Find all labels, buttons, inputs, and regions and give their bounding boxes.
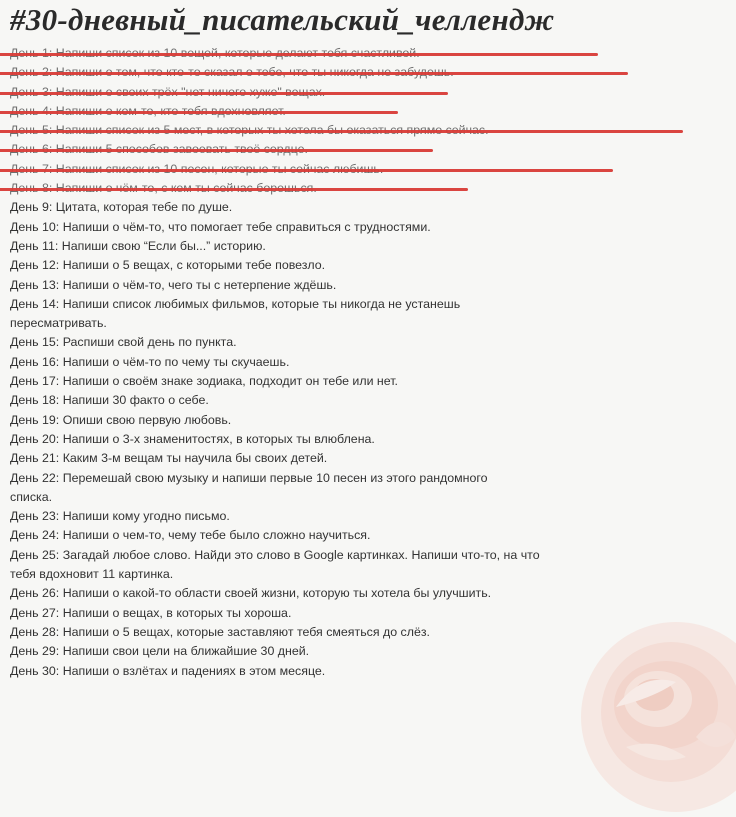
- list-item: День 19: Опиши свою первую любовь.: [10, 412, 232, 427]
- list-item: День 12: Напиши о 5 вещах, с которыми тебе повезло.: [10, 258, 326, 273]
- list-item: День 16: Напиши о чём-то по чему ты скучаешь.: [10, 354, 290, 369]
- strikethrough-mark: [0, 111, 398, 114]
- list-item: День 14: Напиши список любимых фильмов, которые ты никогда не устанешь пересматривать.: [10, 296, 461, 331]
- strikethrough-mark: [0, 188, 468, 191]
- list-item: [10, 83, 730, 102]
- list-item: День 23: Напиши кому угодно письмо.: [10, 509, 230, 524]
- list-item: День 13: Напиши о чём-то, чего ты с нетерпение ждёшь.: [10, 277, 337, 292]
- list-item: День 10: Напиши о чём-то, что помогает тебе справиться с трудностями.: [10, 219, 431, 234]
- list-item: День 21: Каким 3-м вещам ты научила бы своих детей.: [10, 451, 328, 466]
- list-item: День 22: Перемешай свою музыку и напиши первые 10 песен из этого рандомного списка.: [10, 470, 488, 504]
- list-item: [10, 140, 730, 159]
- challenge-list: [10, 44, 730, 681]
- strikethrough-mark: [0, 72, 628, 75]
- strikethrough-mark: [0, 53, 598, 56]
- list-item: День 26: Напиши о какой-то области своей жизни, которую ты хотела бы улучшить.: [10, 586, 492, 601]
- list-item: День 15: Распиши свой день по пункта.: [10, 335, 237, 350]
- strikethrough-mark: [0, 92, 448, 95]
- list-item: [10, 63, 730, 82]
- list-item: День 27: Напиши о вещах, в которых ты хороша.: [10, 605, 292, 620]
- list-item: [10, 179, 730, 198]
- list-item: День 20: Напиши о 3-х знаменитостях, в которых ты влюблена.: [10, 431, 375, 446]
- list-item: [10, 160, 730, 179]
- list-item: День 30: Напиши о взлётах и падениях в этом месяце.: [10, 663, 326, 678]
- list-item: [10, 44, 730, 63]
- list-item: День 9: Цитата, которая тебе по душе.: [10, 200, 233, 215]
- list-item: День 24: Напиши о чем-то, чему тебе было сложно научиться.: [10, 528, 371, 543]
- list-item: [10, 121, 730, 140]
- list-item: День 11: Напиши свою “Если бы...” историю.: [10, 238, 266, 253]
- strikethrough-mark: [0, 169, 613, 172]
- page-title: #30-дневный_писательский_челлендж: [10, 2, 555, 37]
- list-item: День 18: Напиши 30 факто о себе.: [10, 393, 209, 408]
- list-item: [10, 102, 730, 121]
- list-item: День 25: Загадай любое слово. Найди это слово в Google картинках. Напиши что-то, на что тебя вдохновит 11 картинка.: [10, 547, 540, 582]
- list-item: День 17: Напиши о своём знаке зодиака, подходит он тебе или нет.: [10, 374, 398, 389]
- list-item: День 28: Напиши о 5 вещах, которые заставляют тебя смеяться до слёз.: [10, 624, 430, 639]
- list-item: День 29: Напиши свои цели на ближайшие 30 дней.: [10, 644, 310, 659]
- strikethrough-mark: [0, 130, 683, 133]
